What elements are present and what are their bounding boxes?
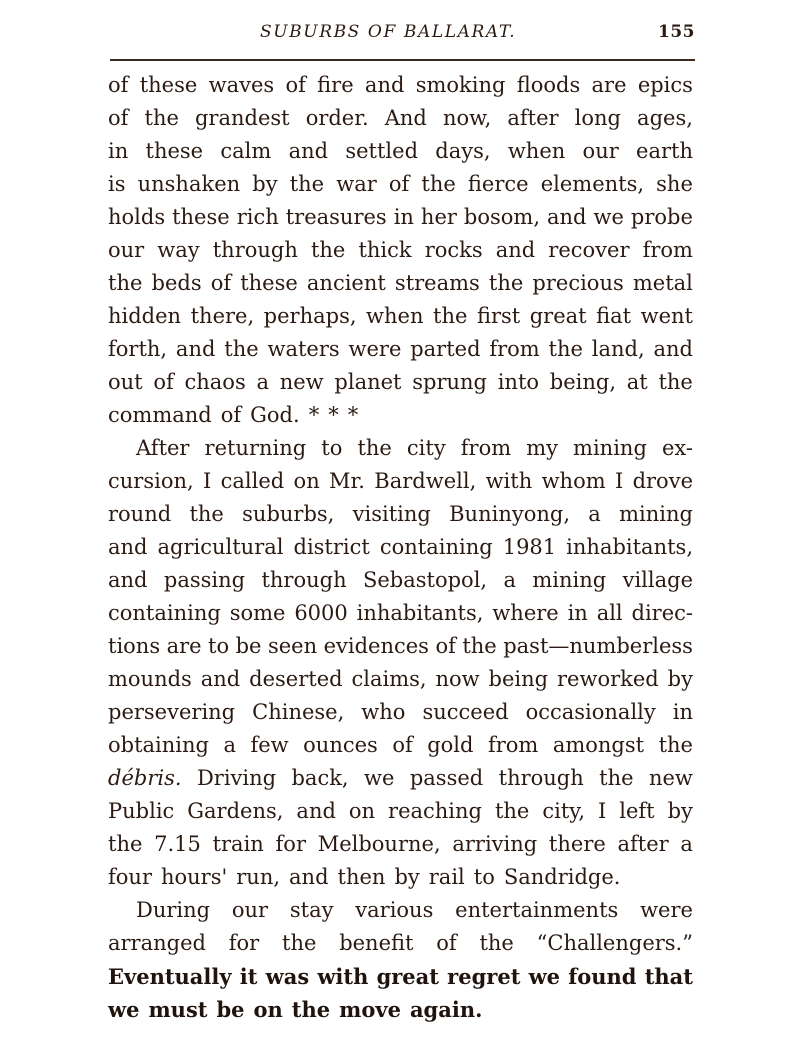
word: of — [220, 403, 242, 427]
word: our — [582, 139, 619, 163]
text-line — [108, 333, 693, 366]
word: occasionally — [525, 700, 656, 724]
word: of — [436, 931, 457, 955]
word: Driving — [196, 766, 277, 790]
word: we — [593, 205, 624, 229]
word: left — [619, 799, 655, 823]
word: Mr. — [329, 469, 365, 493]
word: again. — [409, 997, 483, 1022]
word: God. — [250, 403, 300, 427]
word: being — [488, 667, 549, 691]
word: I — [203, 469, 212, 493]
word: there, — [190, 304, 255, 328]
word: the — [291, 997, 331, 1022]
word: the — [658, 733, 693, 757]
word: mining — [573, 436, 647, 460]
header-rule — [110, 59, 695, 61]
word: perhaps, — [263, 304, 357, 328]
text-line — [108, 564, 693, 597]
word: with — [317, 964, 369, 989]
word: and — [364, 73, 405, 97]
word: we — [364, 766, 395, 790]
word: amongst — [552, 733, 645, 757]
word: calm — [220, 139, 272, 163]
word: drove — [632, 469, 693, 493]
word: past—numberless — [503, 634, 693, 658]
word: “Challengers.” — [536, 931, 693, 955]
word: mounds — [108, 667, 192, 691]
word: is — [108, 172, 126, 196]
word: into — [497, 370, 540, 394]
word: cursion, — [108, 469, 194, 493]
word: train — [212, 832, 264, 856]
word: on — [253, 997, 283, 1022]
word: when — [507, 139, 566, 163]
word: arranged — [108, 931, 206, 955]
word: the — [488, 271, 524, 295]
word: streams — [394, 271, 480, 295]
word: the — [224, 337, 259, 361]
word: went — [640, 304, 693, 328]
word: run, — [236, 865, 281, 889]
word: be — [235, 634, 262, 658]
word: ancient — [306, 271, 386, 295]
word: village — [622, 568, 693, 592]
word: then — [337, 865, 386, 889]
word: to — [208, 634, 230, 658]
word: fierce — [467, 172, 529, 196]
word: by — [252, 172, 278, 196]
word: mining — [532, 568, 607, 592]
word: it — [239, 964, 258, 989]
word: inhabitants, — [356, 601, 484, 625]
word: and — [289, 865, 329, 889]
word: the — [189, 502, 224, 526]
word: waves — [208, 73, 275, 97]
text-line — [108, 795, 693, 828]
word: Gardens, — [187, 799, 284, 823]
running-title: SUBURBS OF BALLARAT. — [260, 22, 517, 42]
word: called — [220, 469, 285, 493]
word: at — [626, 370, 648, 394]
word: evidences — [323, 634, 429, 658]
word: from — [487, 733, 539, 757]
word: reworked — [557, 667, 659, 691]
word: Sebastopol, — [362, 568, 488, 592]
word: back, — [291, 766, 349, 790]
word: order. — [305, 106, 369, 130]
word: all — [596, 601, 623, 625]
word: my — [526, 436, 558, 460]
word: recover — [548, 238, 630, 262]
word: direc- — [631, 601, 693, 625]
word: on — [348, 799, 376, 823]
word: first — [476, 304, 521, 328]
word: of — [210, 271, 232, 295]
word: the — [494, 799, 530, 823]
word: being, — [549, 370, 617, 394]
word: a — [256, 370, 269, 394]
word: Melbourne, — [317, 832, 441, 856]
word: and — [108, 568, 148, 592]
word: smoking — [415, 73, 506, 97]
word: the — [433, 304, 468, 328]
word: for — [228, 931, 260, 955]
word: fire — [317, 73, 354, 97]
word: ounces — [303, 733, 378, 757]
word: Bardwell, — [374, 469, 477, 493]
word: and — [175, 337, 216, 361]
word: the — [144, 106, 179, 130]
word: by — [394, 865, 420, 889]
word: long — [574, 106, 621, 130]
word: four — [108, 865, 152, 889]
word: must — [148, 997, 208, 1022]
word: the — [289, 172, 325, 196]
word: after — [617, 832, 669, 856]
paragraph — [108, 69, 693, 432]
word: passing — [163, 568, 246, 592]
word: of — [388, 172, 410, 196]
word: from — [642, 238, 693, 262]
word: rail — [428, 865, 465, 889]
word: 7.15 — [154, 832, 201, 856]
text-line — [108, 465, 693, 498]
word: I — [614, 469, 624, 493]
paragraph — [108, 432, 693, 894]
text-line — [108, 498, 693, 531]
word: succeed — [422, 700, 509, 724]
body-text — [108, 69, 693, 1026]
word: great — [376, 964, 439, 989]
word: the — [462, 634, 497, 658]
text-line — [108, 927, 693, 960]
word: of — [285, 73, 306, 97]
word: land, — [591, 337, 645, 361]
word: now — [435, 667, 480, 691]
text-line — [108, 300, 693, 333]
word: obtaining — [108, 733, 209, 757]
word: Eventually — [108, 964, 232, 989]
word: elements, — [540, 172, 645, 196]
word: the — [421, 172, 456, 196]
word: débris. — [108, 766, 182, 790]
word: are — [166, 634, 202, 658]
word: district — [293, 535, 370, 559]
text-line — [108, 135, 693, 168]
word: regret — [447, 964, 521, 989]
word: these — [240, 271, 298, 295]
word: the — [357, 436, 392, 460]
word: forth, — [108, 337, 168, 361]
word: claims, — [351, 667, 427, 691]
word: of — [153, 370, 174, 394]
word: 6000 — [294, 601, 348, 625]
text-line — [108, 729, 693, 762]
word: in — [567, 601, 588, 625]
word: who — [361, 700, 406, 724]
word: agricultural — [157, 535, 284, 559]
text-line — [108, 663, 693, 696]
word: the — [108, 271, 143, 295]
word: for — [275, 832, 306, 856]
text-line — [108, 762, 693, 795]
word: our — [108, 238, 145, 262]
text-line — [108, 894, 693, 927]
word: of — [435, 634, 456, 658]
word: treasures — [285, 205, 387, 229]
word: persevering — [108, 700, 236, 724]
text-line — [108, 102, 693, 135]
word: beds — [151, 271, 202, 295]
word: ex- — [661, 436, 693, 460]
word: returning — [204, 436, 307, 460]
text-line — [108, 399, 693, 432]
word: the — [108, 832, 143, 856]
word: new — [648, 766, 693, 790]
word: inhabitants, — [566, 535, 693, 559]
text-line — [108, 234, 693, 267]
word: in — [393, 205, 414, 229]
word: rich — [236, 205, 279, 229]
word: and — [547, 205, 587, 229]
text-line — [108, 597, 693, 630]
word: fiat — [596, 304, 632, 328]
word: Sandridge. — [503, 865, 621, 889]
word: and — [653, 337, 693, 361]
word: through — [212, 238, 298, 262]
word: the — [599, 766, 634, 790]
word: I — [597, 799, 607, 823]
word: entertainments — [455, 898, 619, 922]
word: visiting — [352, 502, 431, 526]
word: great — [529, 304, 587, 328]
word: probe — [630, 205, 693, 229]
word: metal — [632, 271, 693, 295]
word: now, — [442, 106, 492, 130]
word: by — [667, 799, 693, 823]
word: passed — [409, 766, 484, 790]
word: war — [336, 172, 377, 196]
word: * — [308, 403, 320, 427]
word: few — [250, 733, 289, 757]
word: our — [231, 898, 269, 922]
text-line — [108, 993, 693, 1026]
word: waters — [267, 337, 340, 361]
word: were — [640, 898, 693, 922]
text-line — [108, 432, 693, 465]
word: after — [507, 106, 559, 130]
word: in — [672, 700, 693, 724]
word: benefit — [339, 931, 414, 955]
word: and — [108, 535, 148, 559]
word: unshaken — [137, 172, 241, 196]
word: containing — [108, 601, 221, 625]
word: are — [591, 73, 627, 97]
text-line — [108, 696, 693, 729]
word: and — [495, 238, 536, 262]
word: city, — [542, 799, 586, 823]
word: these — [172, 205, 230, 229]
word: Buninyong, — [449, 502, 570, 526]
word: reaching — [388, 799, 482, 823]
word: of — [392, 733, 413, 757]
text-line — [108, 201, 693, 234]
text-line — [108, 861, 693, 894]
word: city — [406, 436, 446, 460]
word: deserted — [249, 667, 343, 691]
word: we — [528, 964, 561, 989]
text-line — [108, 531, 693, 564]
word: * — [328, 403, 339, 427]
word: move — [339, 997, 401, 1022]
word: whom — [541, 469, 606, 493]
word: round — [108, 502, 172, 526]
running-head — [110, 18, 695, 48]
word: parted — [410, 337, 481, 361]
page-number: 155 — [658, 22, 695, 42]
word: some — [229, 601, 286, 625]
word: * — [347, 403, 359, 427]
word: her — [420, 205, 457, 229]
word: new — [279, 370, 324, 394]
word: days, — [435, 139, 491, 163]
text-line — [108, 168, 693, 201]
word: and — [288, 139, 329, 163]
word: stay — [289, 898, 334, 922]
word: precious — [532, 271, 624, 295]
word: in — [108, 139, 129, 163]
word: arriving — [452, 832, 538, 856]
word: by — [667, 667, 693, 691]
word: planet — [334, 370, 402, 394]
word: bosom, — [463, 205, 541, 229]
word: various — [355, 898, 434, 922]
word: And — [384, 106, 427, 130]
word: gold — [427, 733, 474, 757]
word: floods — [516, 73, 581, 97]
word: the — [658, 370, 693, 394]
word: she — [656, 172, 693, 196]
word: the — [310, 238, 346, 262]
word: a — [588, 502, 601, 526]
word: grandest — [194, 106, 290, 130]
word: 1981 — [502, 535, 557, 559]
word: containing — [379, 535, 493, 559]
word: earth — [636, 139, 693, 163]
word: these — [145, 139, 204, 163]
word: through — [498, 766, 584, 790]
word: we — [108, 997, 140, 1022]
text-line — [108, 366, 693, 399]
word: from — [489, 337, 540, 361]
word: way — [157, 238, 200, 262]
word: the — [479, 931, 514, 955]
word: when — [366, 304, 424, 328]
word: sprung — [412, 370, 487, 394]
word: and — [296, 799, 336, 823]
word: and — [200, 667, 241, 691]
word: were — [348, 337, 402, 361]
word: that — [644, 964, 693, 989]
word: a — [680, 832, 693, 856]
word: be — [216, 997, 245, 1022]
word: hours' — [160, 865, 228, 889]
word: was — [265, 964, 310, 989]
word: the — [282, 931, 317, 955]
word: Public — [108, 799, 175, 823]
word: command — [108, 403, 212, 427]
word: suburbs, — [242, 502, 335, 526]
word: to — [321, 436, 343, 460]
word: of — [108, 106, 129, 130]
word: settled — [345, 139, 419, 163]
word: from — [460, 436, 512, 460]
word: found — [568, 964, 637, 989]
word: rocks — [424, 238, 483, 262]
word: these — [139, 73, 198, 97]
text-line — [108, 630, 693, 663]
word: chaos — [184, 370, 246, 394]
text-line — [108, 960, 693, 993]
word: holds — [108, 205, 166, 229]
text-line — [108, 69, 693, 102]
word: mining — [619, 502, 693, 526]
word: on — [293, 469, 320, 493]
word: After — [136, 436, 190, 460]
word: through — [261, 568, 347, 592]
word: of — [108, 73, 129, 97]
word: tions — [108, 634, 161, 658]
word: During — [136, 898, 211, 922]
text-line — [108, 828, 693, 861]
word: a — [223, 733, 236, 757]
word: a — [503, 568, 516, 592]
word: there — [548, 832, 606, 856]
word: with — [485, 469, 533, 493]
word: Chinese, — [252, 700, 345, 724]
word: seen — [267, 634, 318, 658]
paragraph — [108, 894, 693, 1026]
word: the — [548, 337, 583, 361]
word: thick — [358, 238, 412, 262]
word: where — [492, 601, 559, 625]
word: out — [108, 370, 143, 394]
word: to — [473, 865, 495, 889]
word: hidden — [108, 304, 182, 328]
word: ages, — [637, 106, 693, 130]
text-line — [108, 267, 693, 300]
word: epics — [637, 73, 693, 97]
